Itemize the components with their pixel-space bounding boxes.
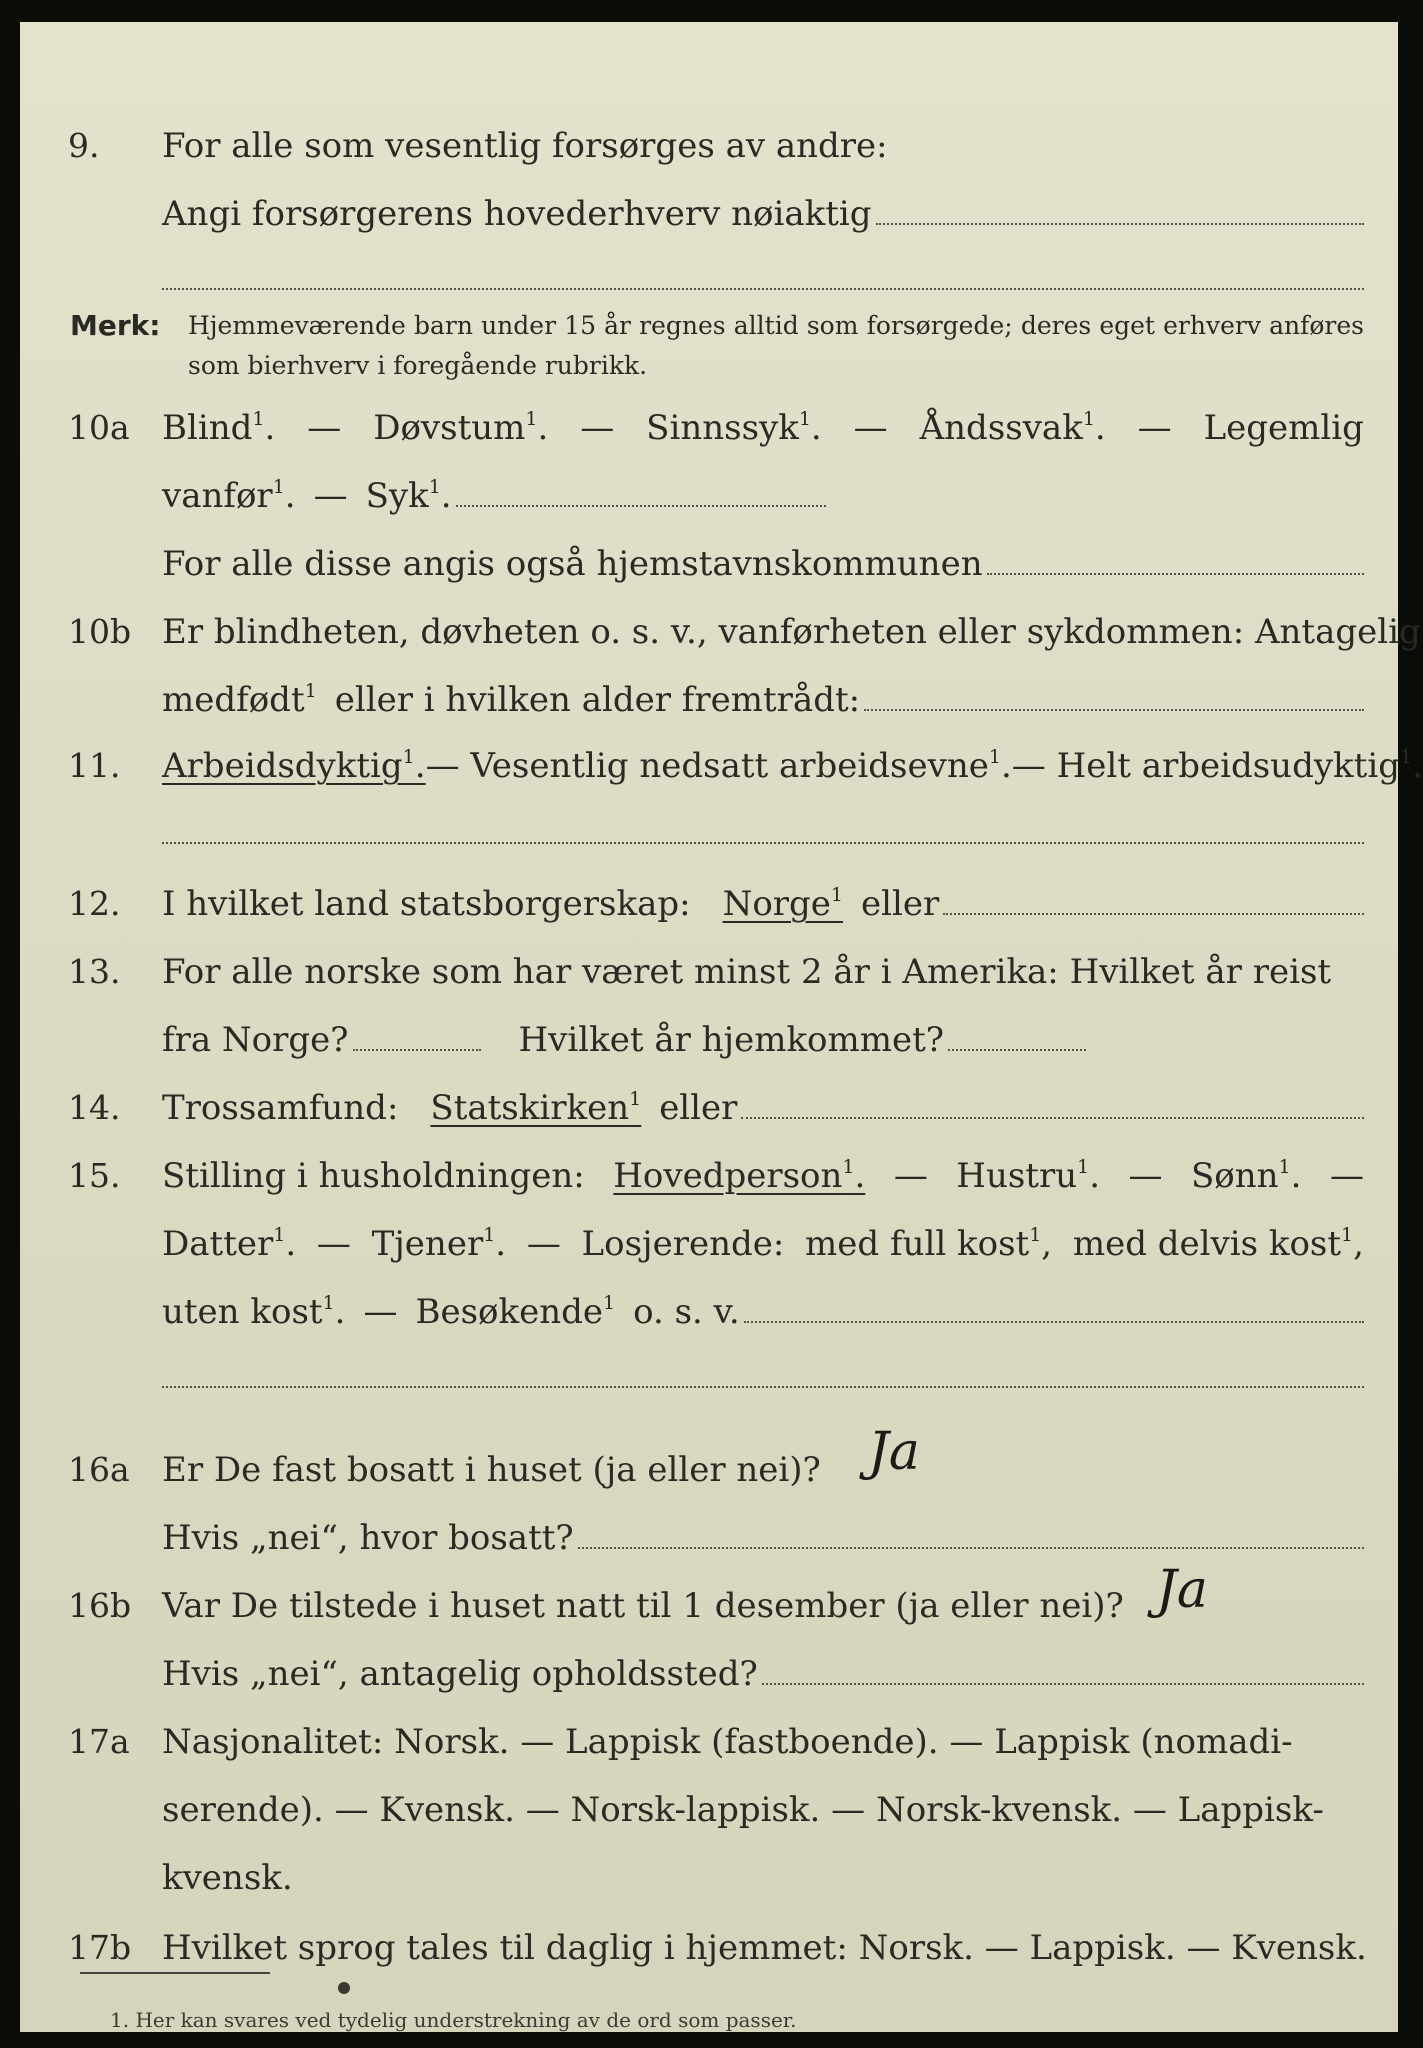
q10a-legemlig: Legemlig <box>1203 408 1364 448</box>
q16a-row2 <box>20 1518 1398 1558</box>
q17a-text-3: kvensk. <box>162 1858 293 1898</box>
q12-answer-line[interactable] <box>943 887 1364 915</box>
q10a-dash-2: — <box>580 408 615 448</box>
q10a-syk: Syk$^1$. <box>365 476 452 516</box>
q10a-sinnssyk: Sinnssyk$^1$. <box>646 408 822 448</box>
q15-dash-5: — <box>526 1224 561 1264</box>
q13-number: 13. <box>68 952 121 991</box>
q10a-row2 <box>20 476 1398 516</box>
q11-row <box>20 746 1423 786</box>
q10a-number: 10a <box>68 408 130 447</box>
q14-statskirken-selected[interactable]: Statskirken$^1$ <box>430 1088 642 1128</box>
q16b-answer-line[interactable] <box>762 1657 1364 1685</box>
q15-datter: Datter$^1$. <box>162 1224 297 1264</box>
q10b-number: 10b <box>68 612 132 651</box>
q10a-row <box>20 408 1398 448</box>
q14-number: 14. <box>68 1088 121 1127</box>
q11-number: 11. <box>68 746 121 785</box>
q9-text: For alle som vesentlig forsørges av andre: <box>162 126 888 166</box>
q12-number: 12. <box>68 884 121 923</box>
q14-eller: eller <box>659 1088 738 1128</box>
q15-dash-1: — <box>893 1156 928 1196</box>
q12-text: I hvilket land statsborgerskap: <box>162 884 691 924</box>
q16a-text: Er De fast bosatt i huset (ja eller nei)? <box>162 1450 821 1490</box>
q10a-row3 <box>20 544 1398 584</box>
q17b-number: 17b <box>68 1928 132 1967</box>
q10a-dash-3: — <box>853 408 888 448</box>
q13-reist-line[interactable] <box>353 1023 481 1051</box>
q16a-handwritten-answer[interactable]: Ja <box>868 1422 920 1482</box>
q14-answer-line[interactable] <box>741 1091 1364 1119</box>
q17b-text: Hvilket sprog tales til daglig i hjemmet: Norsk. — Lappisk. — Kvensk. <box>162 1928 1367 1968</box>
q16b-handwritten-answer[interactable]: Ja <box>1156 1560 1208 1620</box>
q10a-text-3: For alle disse angis også hjemstavnskommunen <box>162 544 983 584</box>
q10a-dash-4: — <box>1137 408 1172 448</box>
q17a-number: 17a <box>68 1722 130 1761</box>
q13-reist-label: fra Norge? <box>162 1020 349 1060</box>
q10a-dash-1: — <box>307 408 342 448</box>
q10b-row <box>20 612 1421 652</box>
footnote-rule <box>80 1972 270 1974</box>
q15-delvis-kost: med delvis kost$^1$, <box>1072 1224 1364 1264</box>
q14-row <box>20 1088 1398 1128</box>
q15-uten-kost: uten kost$^1$. <box>162 1292 346 1332</box>
q16a-number: 16a <box>68 1450 130 1489</box>
q9-answer-line[interactable] <box>876 197 1364 225</box>
q17b-row <box>20 1928 1398 1968</box>
q15-number: 15. <box>68 1156 121 1195</box>
q13-hjemkommet-label: Hvilket år hjemkommet? <box>518 1020 945 1060</box>
q15-answer-line-2[interactable] <box>162 1384 1364 1388</box>
q15-dash-6: — <box>363 1292 398 1332</box>
q15-dash-2: — <box>1128 1156 1163 1196</box>
q15-sonn: Sønn$^1$. <box>1190 1156 1302 1196</box>
q9-text-2: Angi forsørgerens hovederhverv nøiaktig <box>162 194 872 234</box>
merk-text: Hjemmeværende barn under 15 år regnes alltid som forsørgede; deres eget erhverv anføres som bierhverv i foregående rubrikk. <box>188 311 1364 380</box>
q11-nedsatt: — Vesentlig nedsatt arbeidsevne$^1$. <box>425 746 1012 786</box>
q16a-row <box>20 1450 1398 1490</box>
q13-text: For alle norske som har været minst 2 år i Amerika: Hvilket år reist <box>162 952 1332 992</box>
q16a-text-2: Hvis „nei“, hvor bosatt? <box>162 1518 574 1558</box>
merk-label: Merk: <box>70 309 161 342</box>
q15-besokende: Besøkende$^1$ <box>415 1292 616 1332</box>
q12-norge-selected[interactable]: Norge$^1$ <box>722 884 844 924</box>
q12-eller: eller <box>861 884 940 924</box>
q14-text: Trossamfund: <box>162 1088 399 1128</box>
q10b-text-2: eller i hvilken alder fremtrådt: <box>334 680 861 720</box>
q9-answer-line-2[interactable] <box>162 286 1364 290</box>
q15-text: Stilling i husholdningen: <box>162 1156 585 1196</box>
q15-dash-4: — <box>316 1224 351 1264</box>
q11-arbeidsdyktig-selected[interactable]: Arbeidsdyktig$^1$. <box>162 746 426 786</box>
q15-hovedperson-selected[interactable]: Hovedperson$^1$. <box>613 1156 866 1196</box>
q10a-vanfor: vanfør$^1$. <box>162 476 296 516</box>
q16a-answer-line[interactable] <box>578 1521 1364 1549</box>
q11-answer-line[interactable] <box>162 840 1364 844</box>
q17a-row2 <box>20 1790 1398 1830</box>
q15-answer-line[interactable] <box>744 1295 1364 1323</box>
merk-note <box>20 306 1398 390</box>
q15-hustru: Hustru$^1$. <box>956 1156 1101 1196</box>
q13-row2 <box>20 1020 1398 1060</box>
q10b-text: Er blindheten, døvheten o. s. v., vanførheten eller sykdommen: Antagelig <box>162 612 1421 652</box>
q15-row <box>20 1156 1398 1196</box>
q11-udyktig: — Helt arbeidsudyktig$^1$. <box>1011 746 1423 786</box>
q17a-text-2: serende). — Kvensk. — Norsk-lappisk. — Norsk-kvensk. — Lappisk- <box>162 1790 1324 1830</box>
q10b-row2 <box>20 680 1398 720</box>
q10a-dash-5: — <box>313 476 348 516</box>
q16b-row2 <box>20 1654 1398 1694</box>
q15-row2 <box>20 1224 1398 1264</box>
q15-dash-3: — <box>1329 1156 1364 1196</box>
q9-row2 <box>20 194 1398 234</box>
q10b-answer-line[interactable] <box>864 683 1364 711</box>
q15-tjener: Tjener$^1$. <box>371 1224 507 1264</box>
census-form-page <box>20 22 1423 2032</box>
q16b-text-2: Hvis „nei“, antagelig opholdssted? <box>162 1654 758 1694</box>
q10a-hjemstavn-line[interactable] <box>987 547 1364 575</box>
q15-osv: o. s. v. <box>633 1292 740 1332</box>
q10b-medfodt: medfødt$^1$ <box>162 680 317 720</box>
q16b-text: Var De tilstede i huset natt til 1 desember (ja eller nei)? <box>162 1586 1124 1626</box>
q12-row <box>20 884 1398 924</box>
footnote: 1. Her kan svares ved tydelig understrekning av de ord som passer. <box>110 2008 797 2032</box>
q15-row3 <box>20 1292 1398 1332</box>
ink-speck <box>338 1982 350 1994</box>
q13-row <box>20 952 1398 992</box>
q15-full-kost: med full kost$^1$, <box>805 1224 1053 1264</box>
q17a-text: Nasjonalitet: Norsk. — Lappisk (fastboende). — Lappisk (nomadi- <box>162 1722 1293 1762</box>
q17a-row <box>20 1722 1398 1762</box>
q9-number: 9. <box>68 126 100 165</box>
q13-hjemkommet-line[interactable] <box>948 1023 1086 1051</box>
q10a-andssvak: Åndssvak$^1$. <box>919 408 1106 448</box>
q10a-dovstum: Døvstum$^1$. <box>373 408 549 448</box>
q16b-number: 16b <box>68 1586 132 1625</box>
q15-losjerende: Losjerende: <box>581 1224 785 1264</box>
q10a-syk-line[interactable] <box>456 479 826 507</box>
q10a-blind: Blind$^1$. <box>162 408 276 448</box>
q9-row <box>20 126 1398 166</box>
q17a-row3 <box>20 1858 1398 1898</box>
